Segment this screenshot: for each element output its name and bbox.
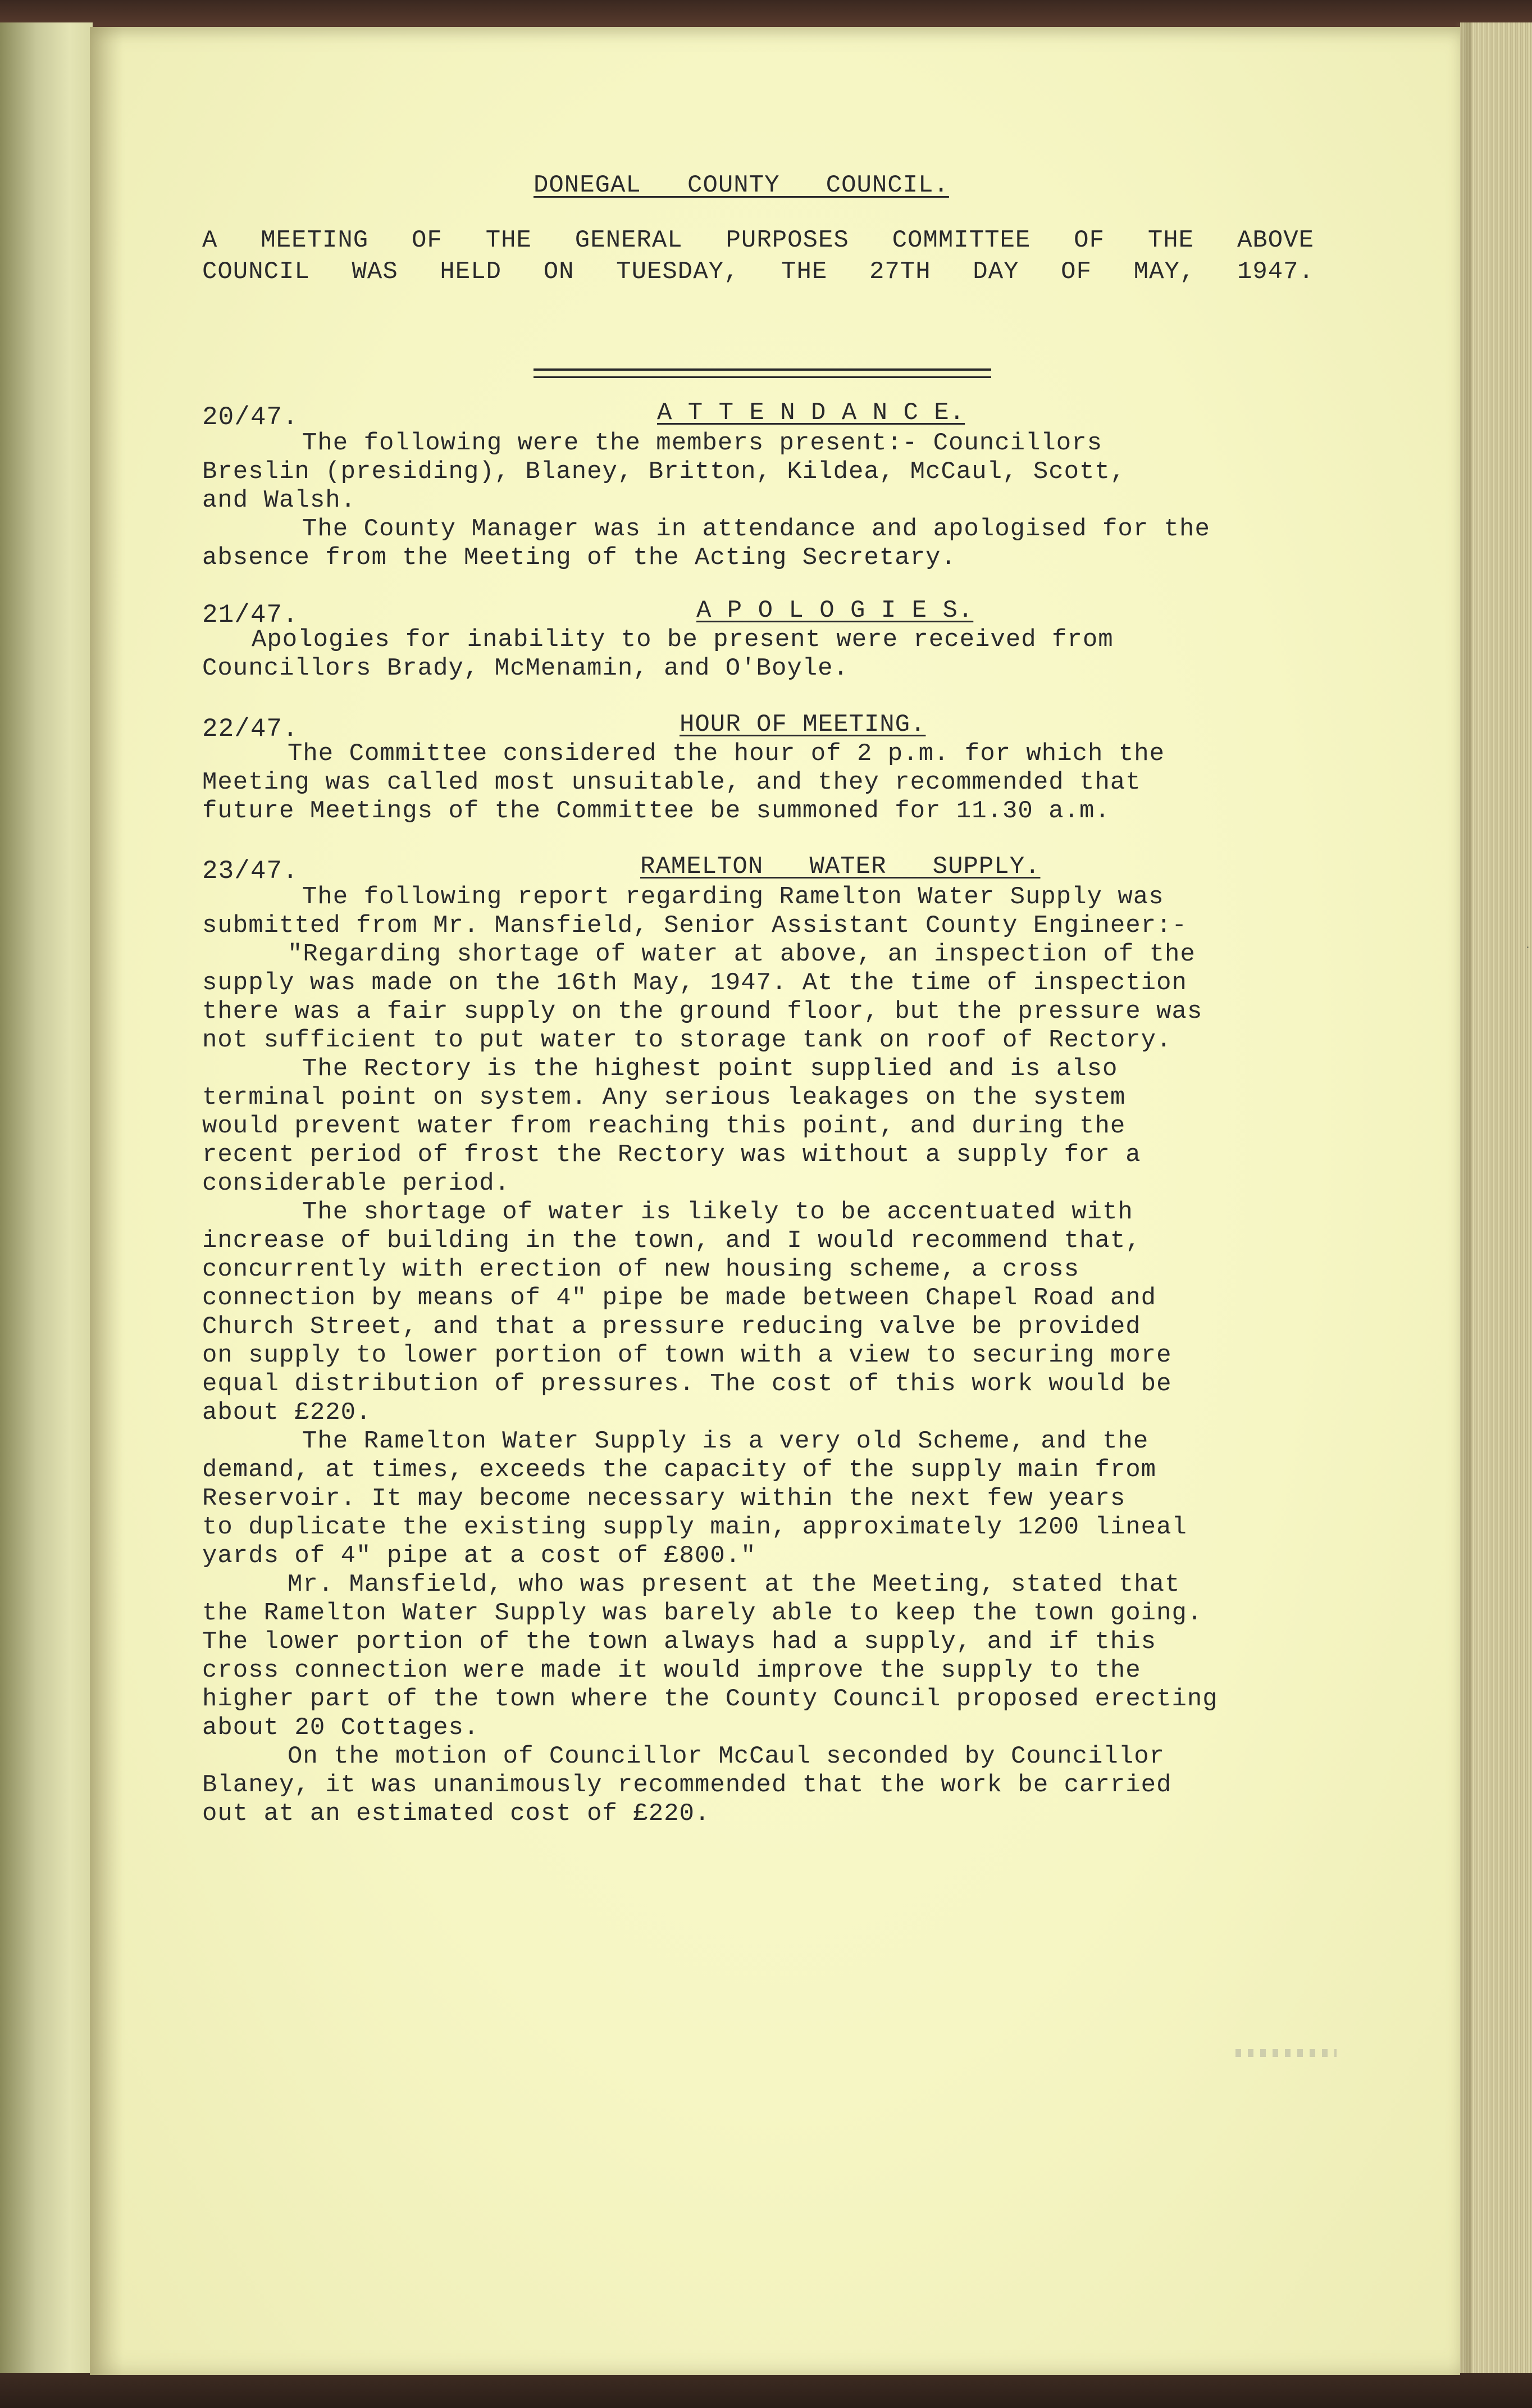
item-body xyxy=(202,429,1410,572)
meeting-header-line-2: COUNCIL WAS HELD ON TUESDAY, THE 27TH DAY OF MAY, 1947. xyxy=(202,258,1314,286)
council-title: DONEGAL COUNTY COUNCIL. xyxy=(534,171,949,199)
item-heading: HOUR OF MEETING. xyxy=(680,711,926,739)
paragraph: The shortage of water is likely to be accentuated with increase of building in the town, and I would recommend that, concurrently with erection of new housing scheme, a cross connection by means of 4" pipe be made between Chapel Road and Church Street, and that a pressure reducing valve be provided on supply to lower portion of town with a view to securing more equal distribution of pressures. The cost of this work would be about £220. xyxy=(202,1198,1172,1427)
book-bottom-edge xyxy=(0,2373,1532,2408)
item-heading: A P O L O G I E S. xyxy=(696,597,974,625)
meeting-header-line-1: A MEETING OF THE GENERAL PURPOSES COMMITTEE OF THE ABOVE xyxy=(202,226,1314,254)
paragraph: Mr. Mansfield, who was present at the Meeting, stated that the Ramelton Water Supply was barely able to keep the town going. The lower portion of the town always had a supply, and if this cross connection were made it would improve the supply to the higher part of the town where the County Council proposed erecting about 20 Cottages. xyxy=(202,1571,1218,1742)
item-body xyxy=(202,883,1410,1828)
faint-smudge xyxy=(1235,2049,1337,2057)
paragraph: The Rectory is the highest point supplied and is also terminal point on system. Any serious leakages on the system would prevent water from reaching this point, and during the recent period of frost the Rectory was without a supply for a considerable period. xyxy=(202,1055,1141,1198)
item-heading: A T T E N D A N C E. xyxy=(657,399,965,427)
item-heading: RAMELTON WATER SUPPLY. xyxy=(640,853,1041,881)
paragraph: "Regarding shortage of water at above, an inspection of the supply was made on the 16th May, 1947. At the time of inspection there was a fair supply on the ground floor, but the pressure was not sufficient to put water to storage tank on roof of Rectory. xyxy=(202,940,1203,1054)
minutes-page xyxy=(90,27,1531,2375)
item-body xyxy=(202,626,1410,683)
item-number: 23/47. xyxy=(202,857,299,886)
paragraph: The following were the members present:- Councillors Breslin (presiding), Blaney, Britton, Kildea, McCaul, Scott, and Walsh. xyxy=(202,429,1126,515)
paragraph: Apologies for inability to be present were received from Councillors Brady, McMenamin, and O'Boyle. xyxy=(202,626,1114,682)
item-number: 20/47. xyxy=(202,403,299,432)
item-body xyxy=(202,740,1410,826)
facing-page-edge xyxy=(0,22,93,2376)
item-number: 22/47. xyxy=(202,714,299,744)
book-top-edge xyxy=(0,0,1532,28)
margin-speck: · xyxy=(1525,943,1531,954)
paragraph: The following report regarding Ramelton Water Supply was submitted from Mr. Mansfield, Senior Assistant County Engineer:- xyxy=(202,883,1187,940)
typed-sheet xyxy=(90,27,1531,2375)
paragraph: On the motion of Councillor McCaul seconded by Councillor Blaney, it was unanimously recommended that the work be carried out at an estimated cost of £220. xyxy=(202,1742,1172,1828)
item-number: 21/47. xyxy=(202,600,299,630)
meeting-header xyxy=(202,226,1314,289)
header-double-rule xyxy=(534,368,991,378)
paragraph: The Ramelton Water Supply is a very old Scheme, and the demand, at times, exceeds the capacity of the supply main from Reservoir. It may become necessary within the next few years to duplicate the existing supply main, approximately 1200 lineal yards of 4" pipe at a cost of £800." xyxy=(202,1427,1187,1570)
paragraph: The Committee considered the hour of 2 p.m. for which the Meeting was called most unsuitable, and they recommended that future Meetings of the Committee be summoned for 11.30 a.m. xyxy=(202,740,1165,825)
paragraph: The County Manager was in attendance and apologised for the absence from the Meeting of the Acting Secretary. xyxy=(202,515,1210,572)
